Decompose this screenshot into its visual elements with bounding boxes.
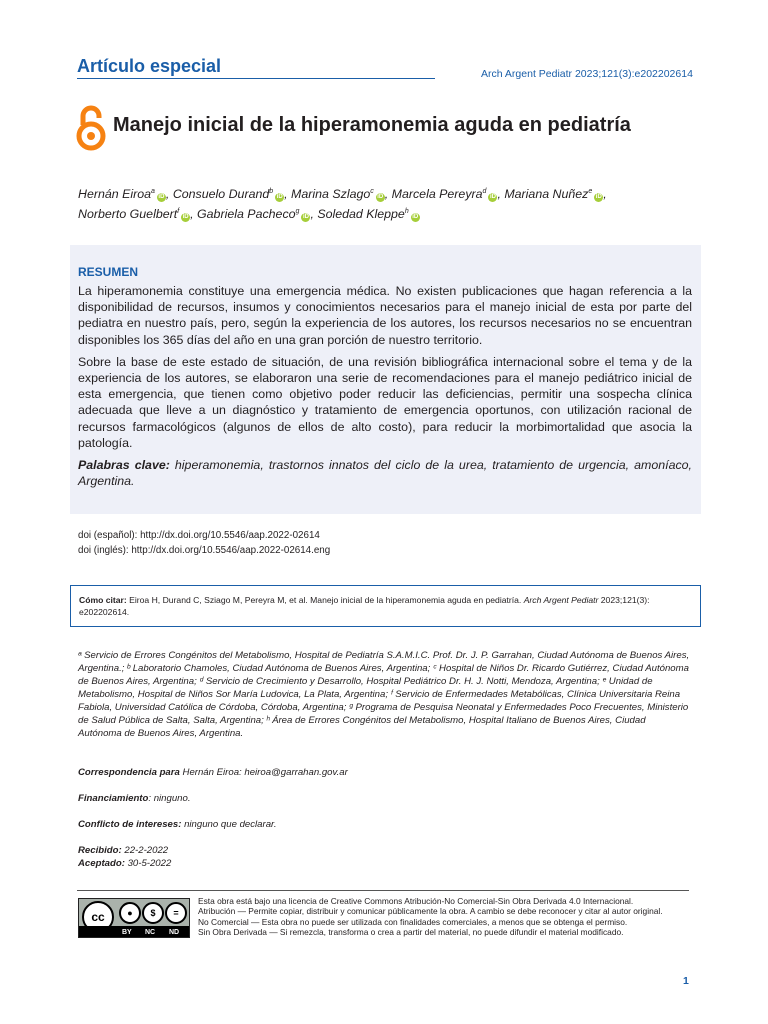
author xyxy=(197,207,317,221)
funding-text: : ninguno. xyxy=(148,793,191,804)
author-affiliation-mark: a xyxy=(151,188,155,195)
correspondence xyxy=(78,767,348,778)
cc-icon: cc xyxy=(82,901,114,933)
nd-label: ND xyxy=(169,929,180,936)
accepted-label: Aceptado: xyxy=(78,858,125,869)
license-line: Atribución — Permite copiar, distribuir y comunicar públicamente la obra. A cambio se debe reconocer y citar al autor original. xyxy=(198,906,663,917)
doi-english[interactable]: doi (inglés): http://dx.doi.org/10.5546/aap.2022-02614.eng xyxy=(78,545,331,556)
received-text: 22-2-2022 xyxy=(121,845,169,856)
citation-box xyxy=(70,585,701,627)
author-separator: , xyxy=(284,187,292,201)
received-date xyxy=(78,845,168,856)
by-label: BY xyxy=(122,929,132,936)
author-affiliation-mark: d xyxy=(482,188,487,195)
conflict-of-interest xyxy=(78,819,277,830)
author-affiliation-mark: e xyxy=(588,188,593,195)
article-title: Manejo inicial de la hiperamonemia aguda en pediatría xyxy=(113,114,631,136)
conflict-label: Conflicto de intereses: xyxy=(78,819,182,830)
author-name: Consuelo Durand xyxy=(172,187,270,201)
orcid-icon[interactable]: iD xyxy=(182,214,189,220)
author-separator: , xyxy=(384,187,392,201)
author-separator: , xyxy=(310,207,318,221)
nc-icon: $ xyxy=(142,902,164,924)
author xyxy=(392,187,505,201)
orcid-icon[interactable]: iD xyxy=(276,194,283,200)
conflict-text: ninguno que declarar. xyxy=(181,819,277,830)
author xyxy=(78,187,173,201)
abstract-box xyxy=(70,245,701,514)
section-rule xyxy=(77,78,435,79)
orcid-icon[interactable]: iD xyxy=(302,214,309,220)
cite-journal: Arch Argent Pediatr xyxy=(523,595,599,605)
keywords-label: Palabras clave: xyxy=(78,458,170,473)
orcid-icon[interactable]: iD xyxy=(412,214,419,220)
license-rule xyxy=(77,890,689,891)
author-affiliation-mark: f xyxy=(177,208,180,215)
license-line: Sin Obra Derivada — Si remezcla, transforma o crea a partir del material, no puede difundir el material modificado. xyxy=(198,927,624,938)
author-name: Norberto Guelbert xyxy=(78,207,178,221)
author-affiliation-mark: b xyxy=(269,188,274,195)
cc-license-badge[interactable] xyxy=(78,898,190,938)
author-name: Hernán Eiroa xyxy=(78,187,152,201)
author-separator: , xyxy=(603,187,607,201)
abstract-heading: RESUMEN xyxy=(78,265,139,279)
orcid-icon[interactable]: iD xyxy=(158,194,165,200)
accepted-date xyxy=(78,858,171,869)
accepted-text: 30-5-2022 xyxy=(124,858,172,869)
by-icon: ● xyxy=(119,902,141,924)
license-line: Esta obra está bajo una licencia de Creative Commons Atribución-No Comercial-Sin Obra Derivada 4.0 Internacional. xyxy=(198,896,634,906)
author-name: Gabriela Pacheco xyxy=(197,207,296,221)
author-separator: , xyxy=(165,187,173,201)
open-access-icon xyxy=(74,104,108,152)
journal-citation: Arch Argent Pediatr 2023;121(3):e202202614 xyxy=(481,68,693,80)
funding xyxy=(78,793,191,804)
author xyxy=(78,207,197,221)
received-label: Recibido: xyxy=(78,845,122,856)
license-line: No Comercial — Esta obra no puede ser utilizada con finalidades comerciales, a menos que se obtenga el permiso. xyxy=(198,916,628,927)
cite-tail: 2023;121(3): e202202614. xyxy=(79,595,650,617)
license-text xyxy=(198,896,698,938)
page-number: 1 xyxy=(683,975,689,987)
correspondence-text: Hernán Eiroa: heiroa@garrahan.gov.ar xyxy=(179,767,348,778)
author xyxy=(504,187,606,201)
author-separator: , xyxy=(190,207,198,221)
author-affiliation-mark: h xyxy=(404,208,409,215)
cite-label: Cómo citar: xyxy=(79,595,127,605)
section-label: Artículo especial xyxy=(77,56,222,76)
funding-label: Financiamiento xyxy=(78,793,149,804)
author xyxy=(291,187,392,201)
author-name: Marina Szlago xyxy=(291,187,371,201)
correspondence-label: Correspondencia para xyxy=(78,767,180,778)
author xyxy=(173,187,291,201)
affiliations: ᵃ Servicio de Errores Congénitos del Metabolismo, Hospital de Pediatría S.A.M.I.C. Prof. Dr. J. P. Garrahan, Ciudad Autónoma de Buenos Aires, Argentina.; ᵇ Laboratorio Chamoles, Ciudad Autónoma de Buenos Aires, Argentina; ᶜ Hospital de Niños Dr. Ricardo Gutiérrez, Ciudad Autónoma de Buenos Aires, Argentina; ᵈ Servicio de Crecimiento y Desarrollo, Hospital Pediátrico Dr. H. J. Notti, Mendoza, Argentina; ᵉ Unidad de Metabolismo, Hospital de Niños Sor María Ludovica, La Plata, Argentina; ᶠ Servicio de Enfermedades Metabólicas, Clínica Universitaria Reina Fabiola, Universidad Católica de Córdoba, Córdoba, Argentina; ᵍ Programa de Pesquisa Neonatal y Enfermedades Poco Frecuentes, Ministerio de Salud Pública de Salta, Salta, Argentina; ʰ Área de Errores Congénitos del Metabolismo, Hospital Italiano de Buenos Aires, Ciudad Autónoma de Buenos Aires, Argentina. xyxy=(78,650,690,739)
keywords-text: hiperamonemia, trastornos innatos del ciclo de la urea, tratamiento de urgencia, amoníaco, Argentina. xyxy=(78,458,692,489)
abstract-paragraph-1: La hiperamonemia constituye una emergencia médica. No existen publicaciones que hagan referencia a la disponibilidad de recursos, insumos y conocimientos necesarios para el manejo inicial de esta por parte del pediatra en nuestro país, pero, según la experiencia de los autores, los recursos necesarios no se encuentran disponibles los 365 días del año en una gran porción de nuestro territorio. xyxy=(78,284,692,347)
orcid-icon[interactable]: iD xyxy=(377,194,384,200)
author xyxy=(317,207,419,221)
abstract-paragraph-2: Sobre la base de este estado de situación, de una revisión bibliográfica internacional sobre el tema y de la experiencia de los autores, se elaboraron una serie de recomendaciones para el manejo pediátrico inicial de esta emergencia, que tienen como objetivo poder reducir las deficiencias, permitir una sospecha clínica adecuada que lleve a un diagnóstico y tratamiento de emergencia oportunos, con utilización racional de recursos farmacológicos (algunos de ellos de alto costo), para reducir la morbimortalidad que asocia la patología. xyxy=(78,354,692,450)
author-affiliation-mark: c xyxy=(370,188,374,195)
orcid-icon[interactable]: iD xyxy=(489,194,496,200)
author-separator: , xyxy=(497,187,505,201)
author-affiliation-mark: g xyxy=(295,208,300,215)
nd-icon: = xyxy=(165,902,187,924)
cite-text: Eiroa H, Durand C, Sziago M, Pereyra M, et al. Manejo inicial de la hiperamonemia aguda en pediatría. xyxy=(126,595,524,605)
author-name: Mariana Nuñez xyxy=(504,187,589,201)
author-name: Soledad Kleppe xyxy=(317,207,405,221)
author-name: Marcela Pereyra xyxy=(391,187,483,201)
keywords xyxy=(78,457,692,489)
doi-spanish[interactable]: doi (español): http://dx.doi.org/10.5546/aap.2022-02614 xyxy=(78,530,320,541)
author-list xyxy=(78,183,698,223)
nc-label: NC xyxy=(145,929,156,936)
orcid-icon[interactable]: iD xyxy=(595,194,602,200)
